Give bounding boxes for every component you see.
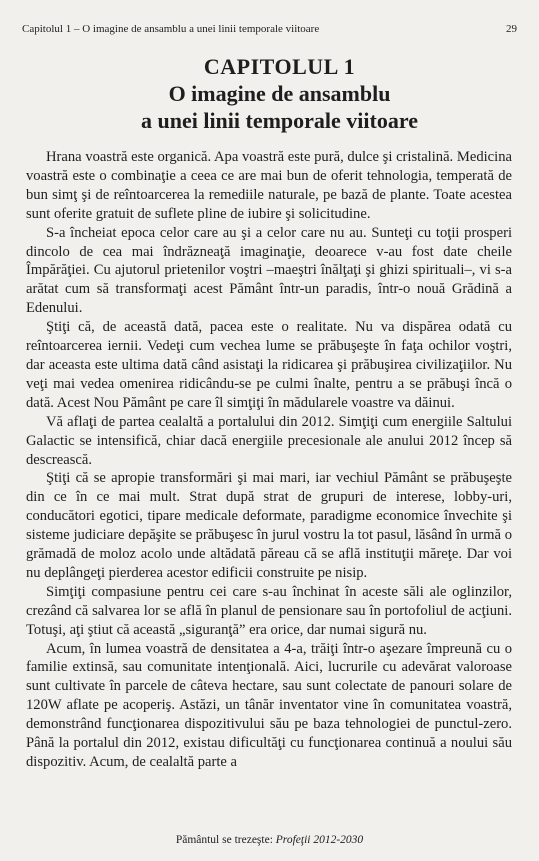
chapter-heading: [60, 54, 499, 134]
page-footer: [0, 833, 539, 847]
running-head: [22, 22, 517, 36]
paragraph: Hrana voastră este organică. Apa voastră este pură, dulce şi cristalină. Medicina voastră este o combinaţie a ceea ce are mai bun de oferit tehnologia, temperată de bun simţ şi de reîntoarcerea la remediile naturale, pe bază de plante. Toate acestea sunt oferite gratuit de suflete pline de iubire şi solicitudine.: [26, 149, 512, 222]
paragraph: Simţiţi compasiune pentru cei care s-au închinat în aceste săli ale oglinzilor, crezând că salvarea lor se află în planul de pensionare sau în portofoliul de acţiuni. Totuşi, aţi ştiut că această „siguranţă” era orice, dar numai sigură nu.: [26, 583, 512, 638]
running-head-title: Capitolul 1 – O imagine de ansamblu a unei linii temporale viitoare: [22, 23, 320, 35]
page-number: 29: [506, 23, 517, 35]
footer-book-title: Pământul se trezeşte:: [175, 834, 276, 846]
paragraph: Ştiţi că se apropie transformări şi mai mari, iar vechiul Pământ se prăbuşeşte din ce în ce mai mult. Strat după strat de grupuri de interese, lobby-uri, conducători egotici, tipare medicale deformate, paradigme economice învechite şi sisteme judiciare depăşite se prăbuşesc în jurul vostru la tot pasul, lăsând în urmă o grămadă de moloz acolo unde altădată păreau că se află instituţii măreţe. Dar voi nu deplângeţi pierderea acestor edificii construite pe nisip.: [26, 470, 512, 581]
paragraph: Vă aflaţi de partea cealaltă a portalului din 2012. Simţiţi cum energiile Saltului Galactic se intensifică, chiar dacă energiile precesionale ale anului 2012 încep să descrească.: [26, 413, 512, 468]
chapter-title-line-2: a unei linii temporale viitoare: [140, 108, 418, 133]
paragraph: Ştiţi că, de această dată, pacea este o realitate. Nu va dispărea odată cu reîntoarcerea iernii. Vedeţi cum vechea lume se prăbuşeşte în faţa ochilor voştri, dar aceasta este ultima dată când asistaţi la ridicarea şi prăbuşirea civilizaţiilor. Nu veţi mai vedea omenirea ridicându-se pe culmi înalte, pentru a se prăbuşi încă o dată. Acest Nou Pământ pe care îl simţiţi în mădularele voastre va dăinui.: [26, 319, 512, 411]
chapter-title-line-1: O imagine de ansamblu: [168, 81, 391, 106]
paragraph: Acum, în lumea voastră de densitatea a 4-a, trăiţi într-o aşezare împreună cu o familie extinsă, sau comunitate intenţională. Aici, lucrurile cu adevărat valoroase sunt cultivate în parcele de câteva hectare, sau sunt colectate de panouri solare de 120W aflate pe acoperiş. Astăzi, un tânăr inventator vine în comunitatea voastră, demonstrând funcţionarea dispozitivului său pe baza tehnologiei de punctul-zero. Până la portalul din 2012, existau dificultăţi cu funcţionarea continuă a noului său dispozitiv. Acum, de cealaltă parte a: [26, 640, 512, 770]
footer-subtitle: Profeţii 2012-2030: [275, 834, 364, 846]
body-text: [26, 148, 512, 772]
chapter-label: CAPITOLUL 1: [203, 54, 356, 79]
paragraph: S-a încheiat epoca celor care au şi a celor care nu au. Sunteţi cu toţii prosperi dincolo de cea mai îndrăzneaţă imaginaţie, deoarece v-au fost date cheile Împărăţiei. Cu ajutorul prietenilor voştri –maeştri înălţaţi şi ghizi spirituali–, vi s-a arătat cum să transformaţi acest Pământ într-un paradis, într-o nouă Grădină a Edenului.: [26, 224, 512, 317]
